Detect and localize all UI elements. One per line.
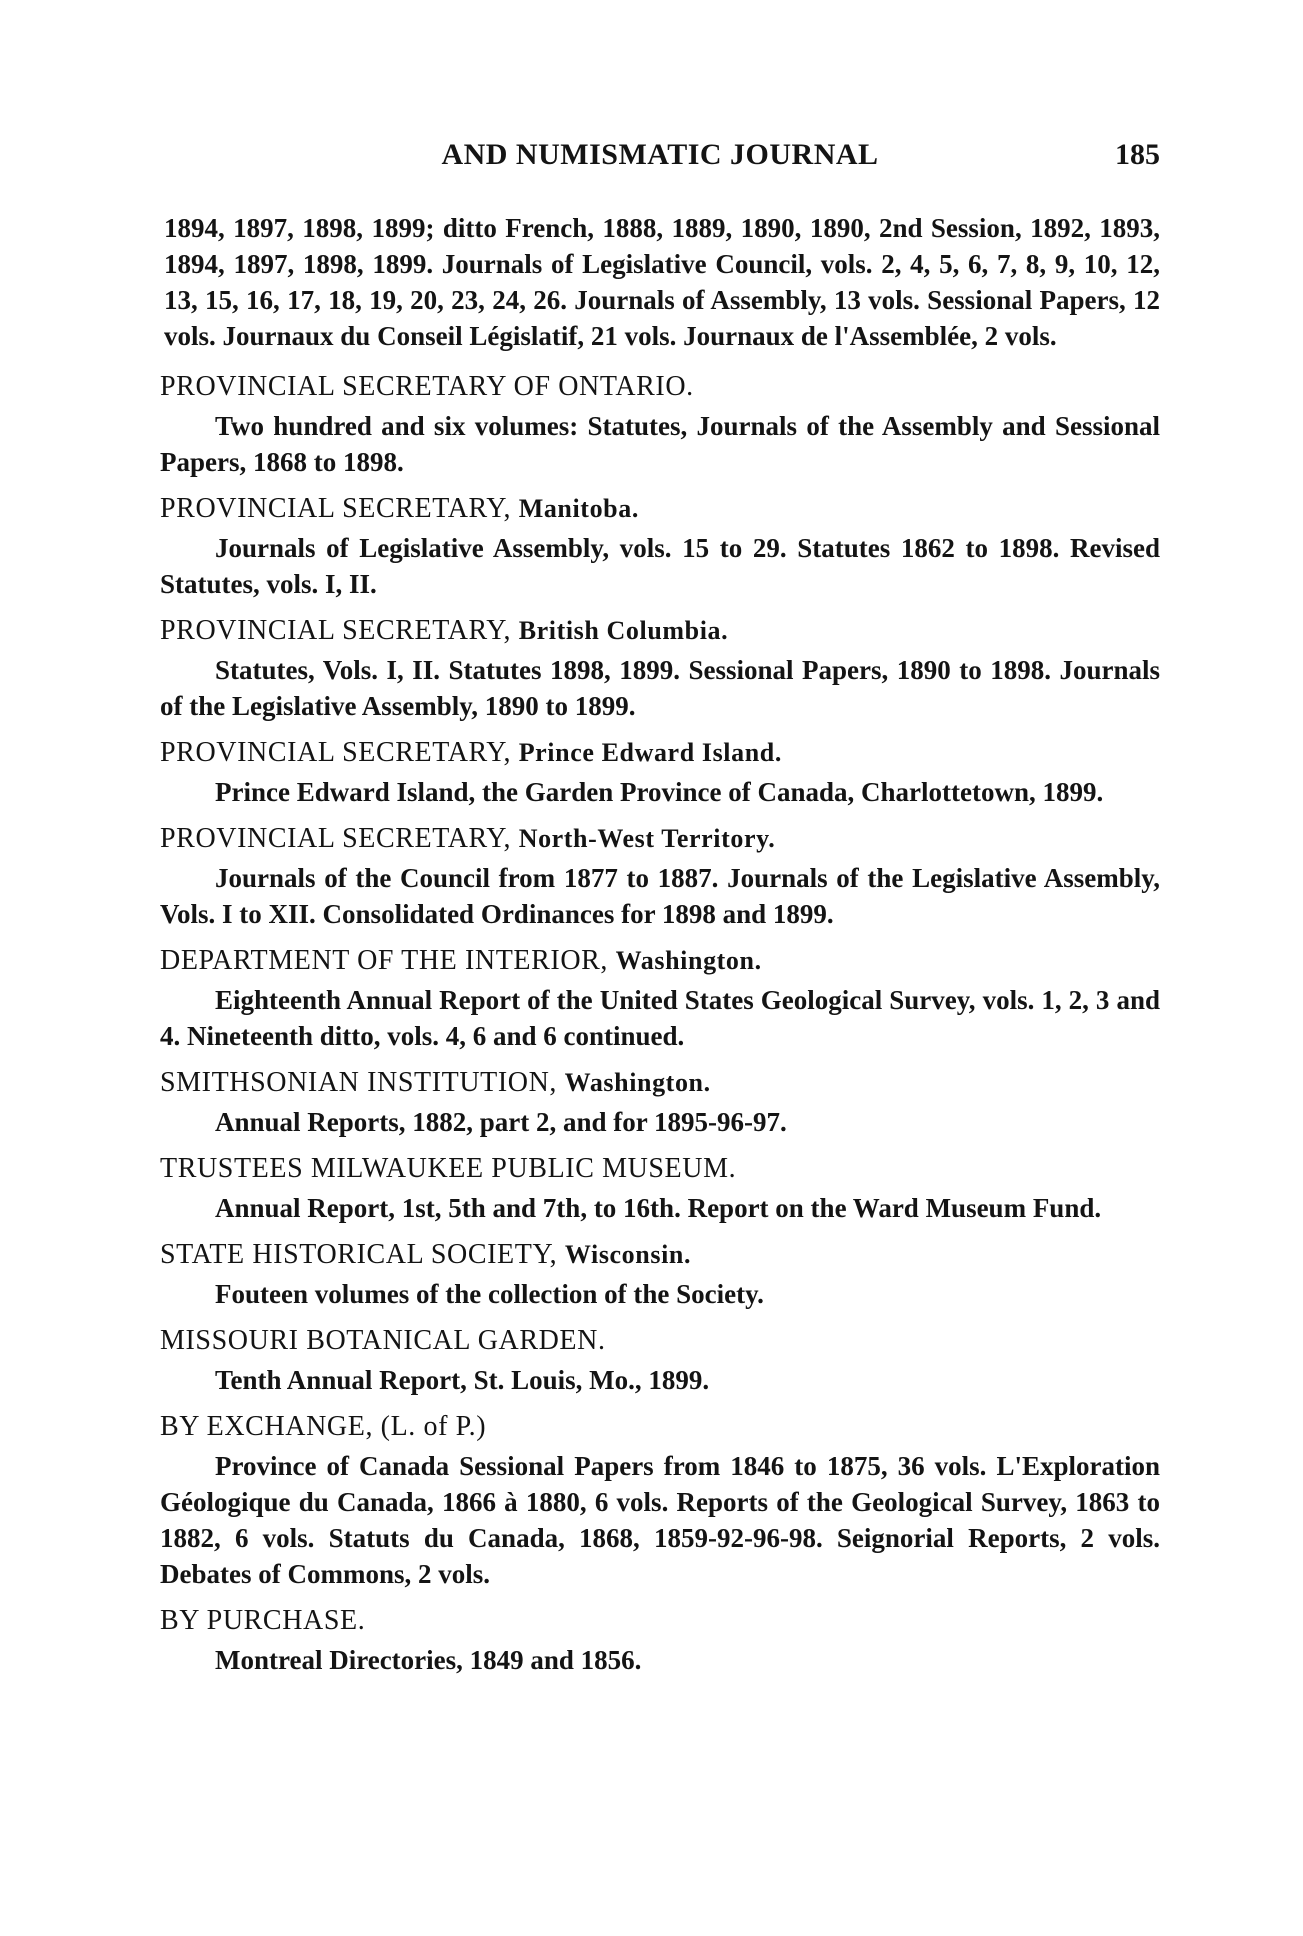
entry-place: North-West Territory. (518, 824, 776, 853)
entry-organization: MISSOURI BOTANICAL GARDEN. (160, 1325, 606, 1356)
entry-heading (160, 1320, 1160, 1362)
entry-description: Journals of Legislative Assembly, vols. 15 to 29. Statutes 1862 to 1898. Revised Statutes, vols. I, II. (160, 533, 1160, 599)
entry-heading (160, 732, 1160, 774)
entry-organization: PROVINCIAL SECRETARY, (160, 737, 512, 768)
entry-place: Manitoba. (518, 494, 639, 523)
continued-paragraph: 1894, 1897, 1898, 1899; ditto French, 1888, 1889, 1890, 1890, 2nd Session, 1892, 1893, 1894, 1897, 1898, 1899. Journals of Legislative Council, vols. 2, 4, 5, 6, 7, 8, 9, 10, 12, 13, 15, 16, 17, 18, 19, 20, 23, 24, 26. Journals of Assembly, 13 vols. Sessional Papers, 12 vols. Journaux du Conseil Législatif, 21 vols. Journaux de l'Assemblée, 2 vols. (164, 213, 1160, 351)
entry-description: Journals of the Council from 1877 to 1887. Journals of the Legislative Assembly, Vols. I to XII. Consolidated Ordinances for 1898 and 1899. (160, 863, 1160, 929)
entry-heading (160, 1234, 1160, 1276)
list-item (160, 488, 1160, 602)
entry-list (160, 210, 1160, 1686)
entry-organization: BY PURCHASE. (160, 1605, 366, 1636)
entry-heading (160, 818, 1160, 860)
entry-organization: PROVINCIAL SECRETARY, (160, 493, 512, 524)
list-item (160, 1148, 1160, 1226)
entry-description: Province of Canada Sessional Papers from 1846 to 1875, 36 vols. L'Exploration Géologique du Canada, 1866 à 1880, 6 vols. Reports of the Geological Survey, 1863 to 1882, 6 vols. Statuts du Canada, 1868, 1859-92-96-98. Seignorial Reports, 2 vols. Debates of Commons, 2 vols. (160, 1451, 1160, 1589)
page-number: 185 (1115, 138, 1160, 171)
entry-heading (160, 1406, 1160, 1448)
entry-organization: DEPARTMENT OF THE INTERIOR, (160, 945, 609, 976)
list-item (160, 1062, 1160, 1140)
entry-heading (160, 940, 1160, 982)
entry-description: Two hundred and six volumes: Statutes, Journals of the Assembly and Sessional Papers, 1868 to 1898. (160, 411, 1160, 477)
entry-heading (160, 1062, 1160, 1104)
list-item (160, 610, 1160, 724)
entry-description: Montreal Directories, 1849 and 1856. (215, 1645, 642, 1675)
entry-organization: BY EXCHANGE, (L. of P.) (160, 1411, 487, 1442)
entry-organization: PROVINCIAL SECRETARY, (160, 615, 512, 646)
entry-heading (160, 488, 1160, 530)
list-item (160, 1406, 1160, 1592)
list-item (160, 1320, 1160, 1398)
entry-place: Prince Edward Island. (518, 738, 782, 767)
entry-organization: PROVINCIAL SECRETARY, (160, 823, 512, 854)
entry-heading (160, 610, 1160, 652)
entry-organization: SMITHSONIAN INSTITUTION, (160, 1067, 558, 1098)
entry-heading (160, 366, 1160, 408)
entry-description: Eighteenth Annual Report of the United States Geological Survey, vols. 1, 2, 3 and 4. Nineteenth ditto, vols. 4, 6 and 6 continued. (160, 985, 1160, 1051)
entry-organization: PROVINCIAL SECRETARY OF ONTARIO. (160, 371, 694, 402)
entry-place: Wisconsin. (564, 1240, 692, 1269)
entry-description: Prince Edward Island, the Garden Province of Canada, Charlottetown, 1899. (215, 777, 1104, 807)
entry-description: Tenth Annual Report, St. Louis, Mo., 1899. (215, 1365, 710, 1395)
entry-organization: TRUSTEES MILWAUKEE PUBLIC MUSEUM. (160, 1153, 737, 1184)
list-item (160, 732, 1160, 810)
entry-organization: STATE HISTORICAL SOCIETY, (160, 1239, 558, 1270)
list-item (160, 940, 1160, 1054)
list-item (160, 1234, 1160, 1312)
list-item (160, 1600, 1160, 1678)
list-item (160, 818, 1160, 932)
running-title: AND NUMISMATIC JOURNAL (441, 138, 879, 171)
entry-description: Annual Report, 1st, 5th and 7th, to 16th. Report on the Ward Museum Fund. (215, 1193, 1102, 1223)
entry-place: Washington. (615, 946, 762, 975)
entry-description: Statutes, Vols. I, II. Statutes 1898, 1899. Sessional Papers, 1890 to 1898. Journals of the Legislative Assembly, 1890 to 1899. (160, 655, 1160, 721)
entry-place: British Columbia. (518, 616, 729, 645)
entry-heading (160, 1148, 1160, 1190)
entry-description: Annual Reports, 1882, part 2, and for 1895-96-97. (215, 1107, 787, 1137)
entry-description: Fouteen volumes of the collection of the Society. (215, 1279, 764, 1309)
list-item (160, 366, 1160, 480)
running-header (160, 138, 1160, 182)
entry-place: Washington. (564, 1068, 711, 1097)
entry-heading (160, 1600, 1160, 1642)
